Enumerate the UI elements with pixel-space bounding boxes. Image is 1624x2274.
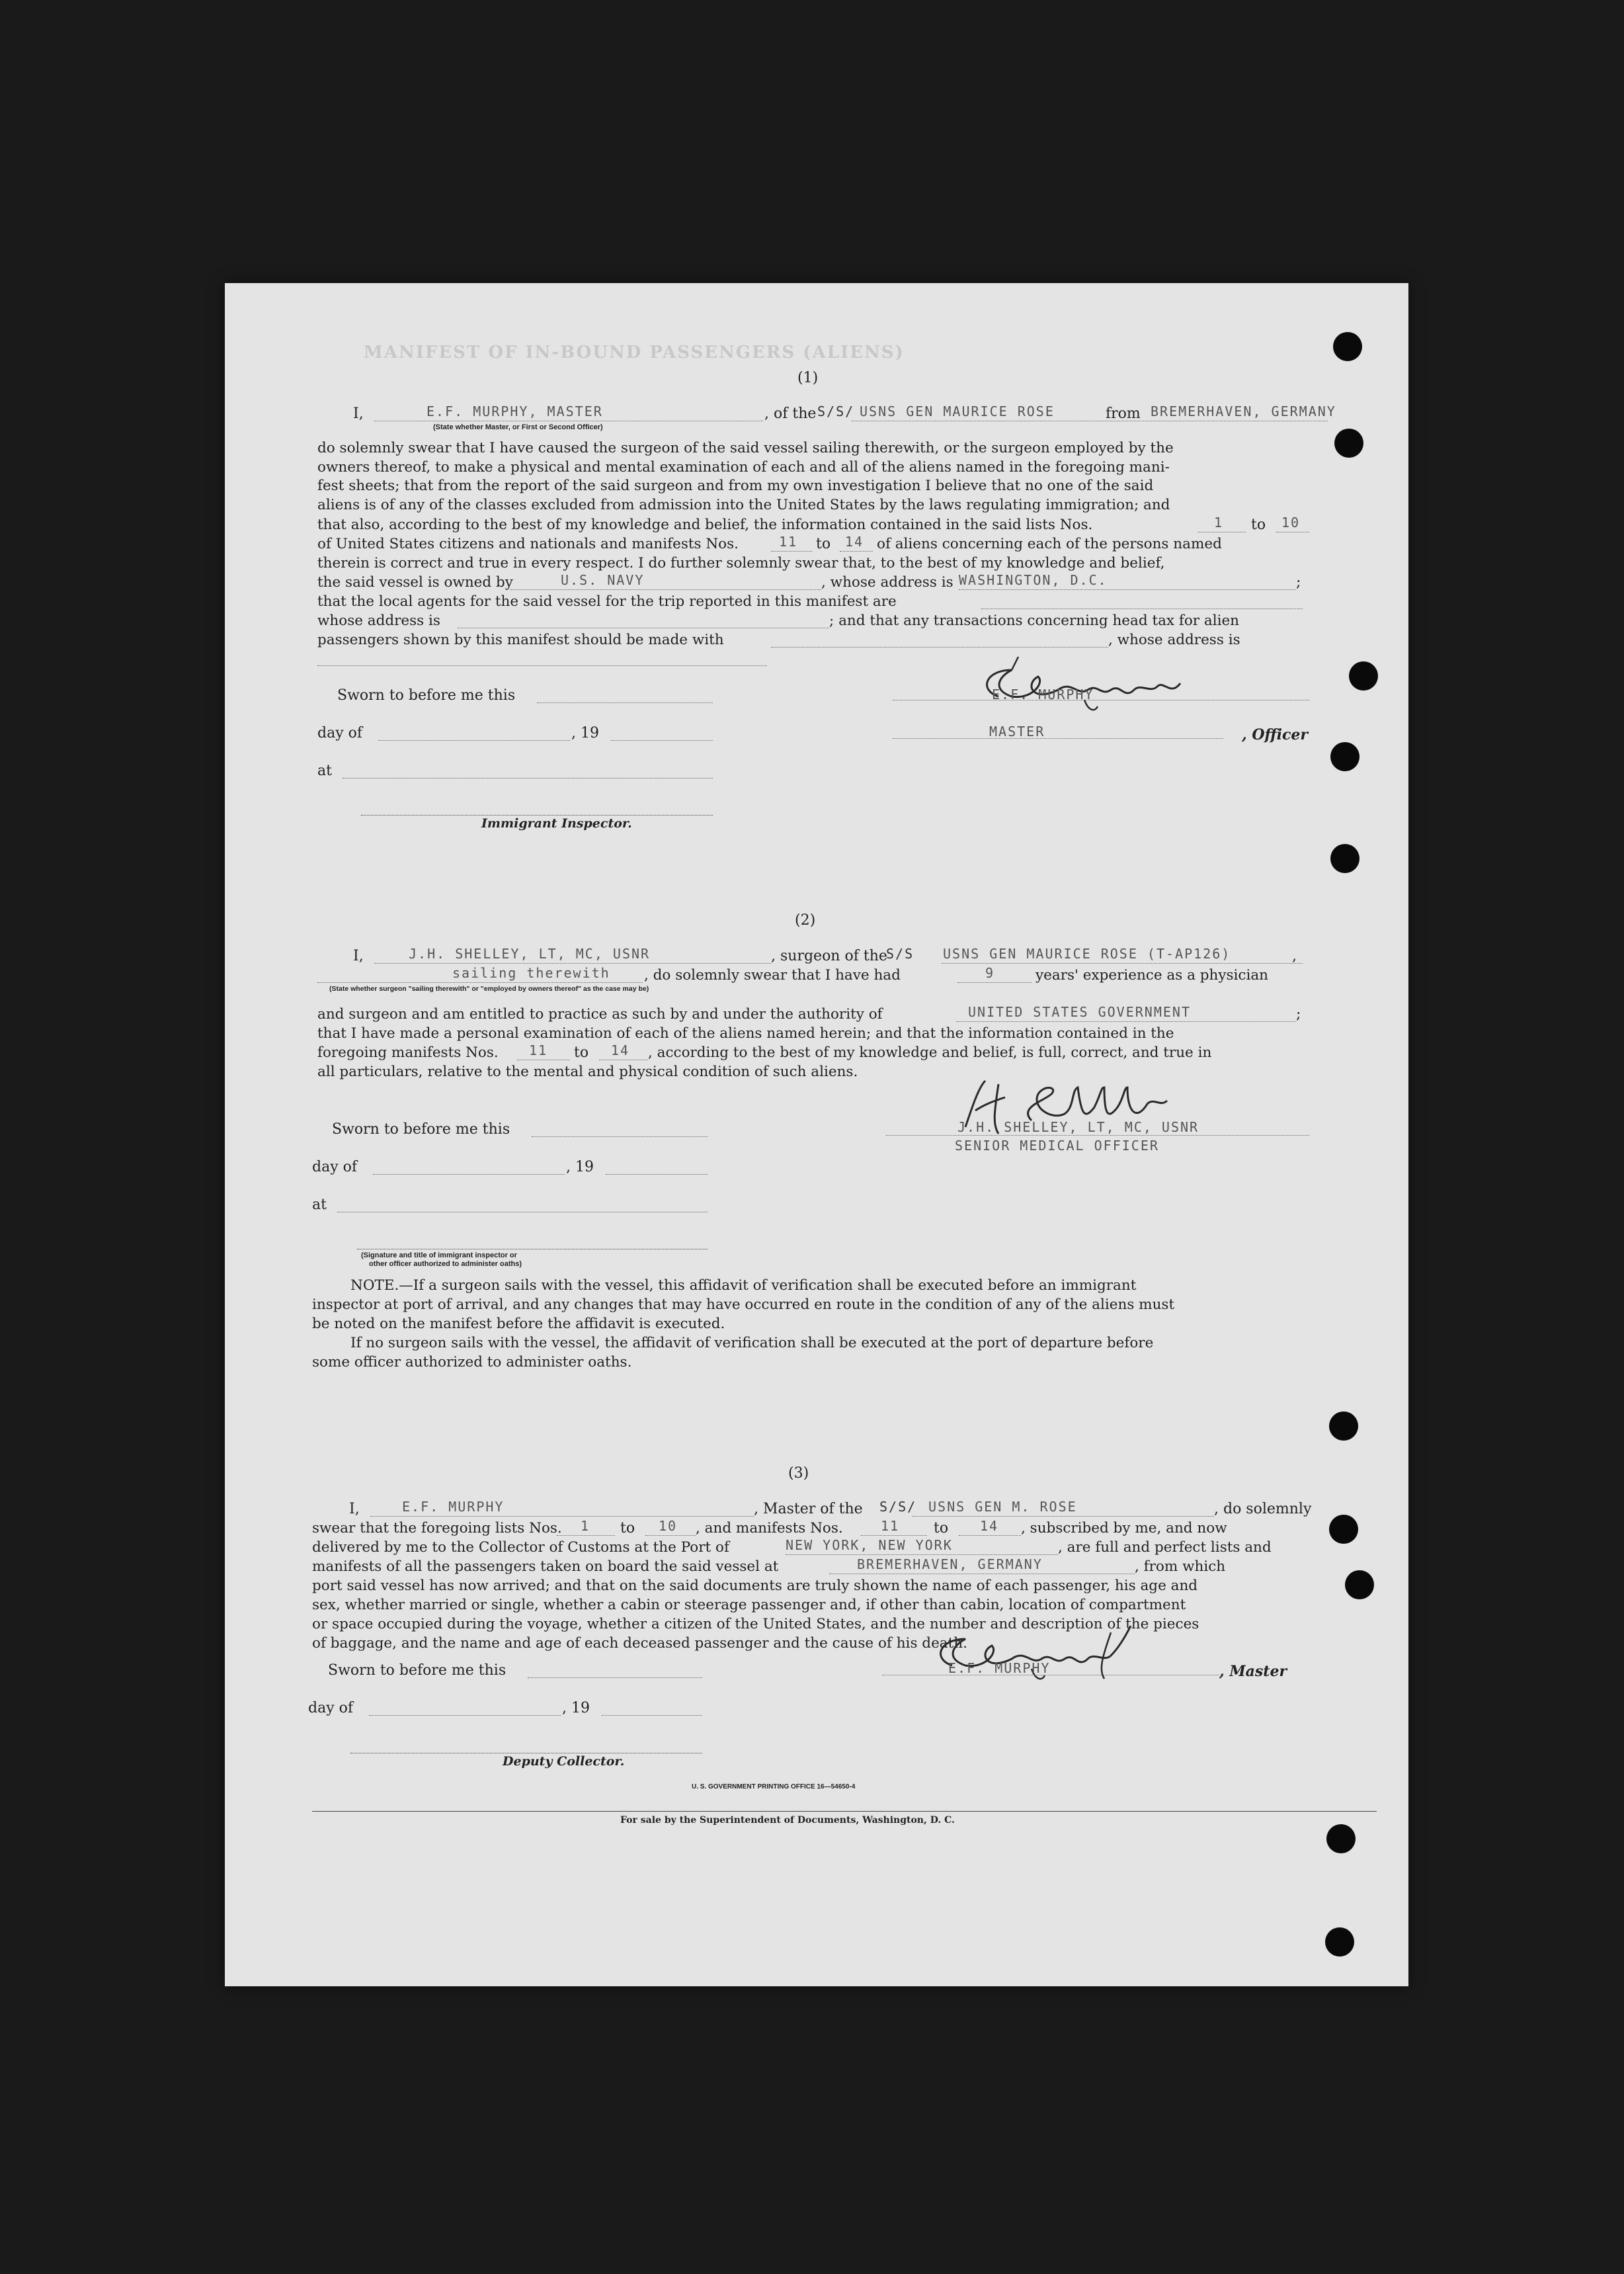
printing-office: U. S. GOVERNMENT PRINTING OFFICE 16—54650-4 bbox=[692, 1783, 856, 1790]
s1-state-note: (State whether Master, or First or Second Officer) bbox=[433, 423, 603, 431]
s1-sworn: Sworn to before me this bbox=[337, 687, 516, 704]
section-3-number: (3) bbox=[788, 1465, 809, 1482]
s2-to: to bbox=[574, 1044, 589, 1061]
faded-header: MANIFEST OF IN-BOUND PASSENGERS (ALIENS) bbox=[364, 343, 905, 362]
s3-deputy-collector: Deputy Collector. bbox=[503, 1754, 625, 1769]
s1-day-of: day of bbox=[317, 725, 363, 741]
s3-line-2c: , subscribed by me, and now bbox=[1021, 1520, 1227, 1537]
s3-man-to: 14 bbox=[980, 1518, 999, 1534]
s2-line-4: that I have made a personal examination of each of the aliens named herein; and that the information contained in the bbox=[317, 1025, 1174, 1042]
s3-line-7: or space occupied during the voyage, whether a citizen of the United States, and the number and description of the pieces bbox=[312, 1616, 1199, 1632]
s2-note-5: some officer authorized to administer oaths. bbox=[312, 1354, 632, 1370]
s1-port-value: BREMERHAVEN, GERMANY bbox=[1151, 403, 1336, 419]
s2-authority-value: UNITED STATES GOVERNMENT bbox=[968, 1004, 1191, 1020]
punch-hole bbox=[1334, 429, 1363, 458]
s3-line-4b: , from which bbox=[1135, 1558, 1226, 1575]
s3-port-value: NEW YORK, NEW YORK bbox=[786, 1537, 953, 1553]
s3-ship-prefix: S/S/ bbox=[879, 1499, 917, 1515]
s1-paragraph bbox=[317, 439, 1299, 515]
punch-hole bbox=[1330, 844, 1360, 873]
s3-sworn: Sworn to before me this bbox=[328, 1662, 507, 1679]
s2-i: I, bbox=[353, 948, 364, 964]
s1-line-10a: whose address is bbox=[317, 612, 440, 629]
punch-hole bbox=[1333, 332, 1362, 361]
s3-day-of: day of bbox=[308, 1700, 354, 1716]
s2-note-1: NOTE.—If a surgeon sails with the vessel, this affidavit of verification shall be executed before an immigrant bbox=[350, 1277, 1137, 1294]
s1-line-9: that the local agents for the said vessel for the trip reported in this manifest are bbox=[317, 593, 897, 610]
s1-man-from: 11 bbox=[779, 534, 798, 550]
s1-line-1: do solemnly swear that I have caused the surgeon of the said vessel sailing therewith, or the surgeon employed by the bbox=[317, 440, 1174, 456]
s3-line-4a: manifests of all the passengers taken on board the said vessel at bbox=[312, 1558, 779, 1575]
s1-immigrant-inspector: Immigrant Inspector. bbox=[481, 816, 632, 831]
s2-line-5a: foregoing manifests Nos. bbox=[317, 1044, 499, 1061]
s2-man-to: 14 bbox=[611, 1042, 630, 1058]
s3-sig-name: E.F. MURPHY bbox=[948, 1660, 1051, 1676]
s1-semicolon: ; bbox=[1296, 574, 1301, 591]
s1-line-4: aliens is of any of the classes excluded from admission into the United States by the laws regulating immigration; and bbox=[317, 496, 1170, 513]
s3-line-2a: swear that the foregoing lists Nos. bbox=[312, 1520, 562, 1537]
s1-line-6a: of United States citizens and nationals and manifests Nos. bbox=[317, 536, 739, 552]
s2-nineteen: , 19 bbox=[566, 1159, 594, 1175]
s3-solemnly: , do solemnly bbox=[1214, 1501, 1312, 1517]
s1-officer-label: , Officer bbox=[1242, 726, 1309, 743]
s2-line-5b: , according to the best of my knowledge and belief, is full, correct, and true in bbox=[648, 1044, 1212, 1061]
s1-line-8b: , whose address is bbox=[821, 574, 954, 591]
s1-nineteen: , 19 bbox=[571, 725, 599, 741]
s3-line-6: sex, whether married or single, whether a cabin or steerage passenger and, if other than cabin, location of compartment bbox=[312, 1597, 1186, 1613]
s2-state-note: (State whether surgeon "sailing therewith" or "employed by owners thereof" as the case may be) bbox=[329, 985, 649, 993]
s2-note-3: be noted on the manifest before the affidavit is executed. bbox=[312, 1316, 725, 1332]
s1-line-2: owners thereof, to make a physical and mental examination of each and all of the aliens named in the foregoing mani- bbox=[317, 458, 1170, 476]
s1-i: I, bbox=[353, 405, 364, 422]
punch-hole bbox=[1349, 661, 1378, 691]
punch-hole bbox=[1330, 742, 1360, 771]
s1-from: from bbox=[1106, 405, 1141, 422]
s1-sig-name: E.F. MURPHY bbox=[992, 687, 1094, 702]
punch-hole bbox=[1326, 1824, 1356, 1853]
s2-semicolon: ; bbox=[1296, 1006, 1301, 1023]
s3-to-1: to bbox=[620, 1520, 635, 1537]
s1-line-11a: passengers shown by this manifest should be made with bbox=[317, 632, 724, 648]
s3-from-port-value: BREMERHAVEN, GERMANY bbox=[857, 1556, 1043, 1572]
s1-list-to: 10 bbox=[1281, 515, 1301, 530]
s2-line-3a: and surgeon and am entitled to practice as such by and under the authority of bbox=[317, 1006, 883, 1023]
s1-ship-prefix: S/S/ bbox=[817, 403, 855, 419]
section-1-number: (1) bbox=[797, 370, 819, 386]
s3-line-5: port said vessel has now arrived; and that on the said documents are truly shown the name of each passenger, his age and bbox=[312, 1578, 1198, 1594]
s2-sworn: Sworn to before me this bbox=[332, 1121, 510, 1138]
s2-at: at bbox=[312, 1197, 327, 1213]
s1-master-value: E.F. MURPHY, MASTER bbox=[426, 403, 603, 419]
s1-line-6b: of aliens concerning each of the persons named bbox=[877, 536, 1222, 552]
s3-master-label: , Master bbox=[1219, 1663, 1287, 1680]
s1-list-from: 1 bbox=[1214, 515, 1224, 530]
s3-master-of: , Master of the bbox=[754, 1501, 863, 1517]
punch-hole bbox=[1325, 1927, 1354, 1957]
s3-line-2b: , and manifests Nos. bbox=[696, 1520, 843, 1537]
s3-nineteen: , 19 bbox=[562, 1700, 590, 1716]
s1-of-the: , of the bbox=[764, 405, 817, 422]
s1-ship-value: USNS GEN MAURICE ROSE bbox=[860, 403, 1055, 419]
s2-surgeon-value: J.H. SHELLEY, LT, MC, USNR bbox=[409, 946, 651, 962]
s2-man-from: 11 bbox=[529, 1042, 548, 1058]
s1-owner-value: U.S. NAVY bbox=[561, 572, 645, 588]
sale-notice: For sale by the Superintendent of Documents, Washington, D. C. bbox=[620, 1815, 955, 1826]
s3-i: I, bbox=[349, 1501, 360, 1517]
s3-list-from: 1 bbox=[581, 1518, 590, 1534]
s3-name-value: E.F. MURPHY bbox=[402, 1499, 505, 1515]
manifest-page bbox=[225, 283, 1408, 1986]
punch-hole bbox=[1329, 1411, 1358, 1441]
s2-sig-name: J.H. SHELLEY, LT, MC, USNR bbox=[957, 1119, 1199, 1135]
s3-line-3b: , are full and perfect lists and bbox=[1058, 1539, 1272, 1556]
s1-line-8a: the said vessel is owned by bbox=[317, 574, 513, 591]
s2-ship-value: USNS GEN MAURICE ROSE (T-AP126) bbox=[943, 946, 1231, 962]
s1-to-1: to bbox=[1251, 517, 1266, 533]
s2-ship-prefix: S/S bbox=[886, 946, 914, 962]
s2-years-value: 9 bbox=[985, 965, 995, 981]
s2-swear-b: years' experience as a physician bbox=[1035, 967, 1268, 984]
s2-surgeon-of: , surgeon of the bbox=[771, 948, 887, 964]
s2-sailing-value: sailing therewith bbox=[452, 965, 610, 981]
s3-line-8: of baggage, and the name and age of each deceased passenger and the cause of his death. bbox=[312, 1635, 967, 1652]
s2-sig-note-1: (Signature and title of immigrant inspector or bbox=[361, 1251, 517, 1259]
s1-man-to: 14 bbox=[845, 534, 864, 550]
punch-hole bbox=[1345, 1570, 1374, 1599]
s1-line-7: therein is correct and true in every respect. I do further solemnly swear that, to the best of my knowledge and belief, bbox=[317, 555, 1165, 571]
section-2-number: (2) bbox=[795, 912, 816, 929]
s2-signature bbox=[946, 1074, 1184, 1147]
s2-note-4: If no surgeon sails with the vessel, the affidavit of verification shall be executed at the port of departure before bbox=[350, 1335, 1154, 1351]
punch-hole bbox=[1329, 1515, 1358, 1544]
s1-to-2: to bbox=[816, 536, 831, 552]
s3-ship-value: USNS GEN M. ROSE bbox=[928, 1499, 1077, 1515]
s1-line-3: fest sheets; that from the report of the said surgeon and from my own investigation I believe that no one of the said bbox=[317, 478, 1154, 495]
s2-swear-a: , do solemnly swear that I have had bbox=[644, 967, 901, 984]
s1-at: at bbox=[317, 763, 332, 779]
s3-line-3a: delivered by me to the Collector of Customs at the Port of bbox=[312, 1539, 729, 1556]
s1-address-value: WASHINGTON, D.C. bbox=[959, 572, 1108, 588]
s1-line-11b: , whose address is bbox=[1108, 632, 1240, 648]
s2-day-of: day of bbox=[312, 1159, 358, 1175]
s2-sig-note-2: other officer authorized to administer oaths) bbox=[369, 1260, 522, 1268]
s1-line-10b: ; and that any transactions concerning head tax for alien bbox=[829, 612, 1240, 629]
s2-comma: , bbox=[1292, 948, 1297, 964]
s2-note-2: inspector at port of arrival, and any changes that may have occurred en route in the condition of any of the aliens must bbox=[312, 1296, 1175, 1313]
s3-list-to: 10 bbox=[659, 1518, 678, 1534]
s1-line-5: that also, according to the best of my knowledge and belief, the information contained in the said lists Nos. bbox=[317, 517, 1093, 533]
s1-sig-title: MASTER bbox=[989, 724, 1045, 739]
s2-line-6: all particulars, relative to the mental and physical condition of such aliens. bbox=[317, 1064, 858, 1080]
s3-man-from: 11 bbox=[881, 1518, 900, 1534]
s2-sig-title: SENIOR MEDICAL OFFICER bbox=[955, 1138, 1159, 1154]
s3-to-2: to bbox=[934, 1520, 949, 1537]
